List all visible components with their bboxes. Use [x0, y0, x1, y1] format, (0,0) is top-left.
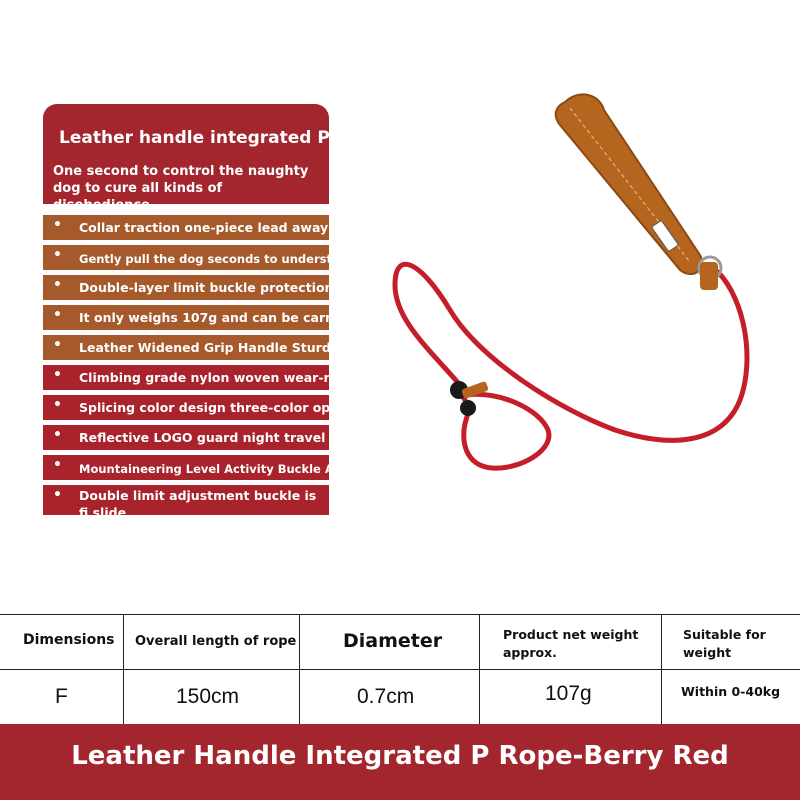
header-cell: [480, 615, 662, 669]
header-length: Overall length of rope: [135, 634, 297, 649]
feature-item: [43, 275, 346, 300]
leather-handle: [556, 94, 702, 274]
feature-item: [43, 455, 334, 480]
header-diameter: Diameter: [343, 630, 443, 652]
bullet-icon: •: [53, 247, 62, 263]
feature-item: [43, 305, 345, 330]
value-cell: [0, 670, 124, 725]
value-cell: [300, 670, 480, 725]
bullet-icon: •: [53, 457, 62, 473]
table-row: [0, 670, 800, 725]
bullet-icon: •: [53, 277, 62, 293]
stopper-bead-icon: [460, 400, 476, 416]
bullet-icon: •: [53, 427, 62, 443]
feature-text: Double-layer limit buckle protection s: [79, 280, 346, 295]
bullet-icon: •: [53, 217, 62, 233]
feature-text: Double limit adjustment buckle is fi slide: [79, 488, 317, 520]
feature-list: [43, 215, 346, 520]
feature-item: [43, 365, 339, 390]
feature-item: [43, 215, 329, 240]
feature-text: Gently pull the dog seconds to underst: [79, 252, 332, 266]
feature-text: Reflective LOGO guard night travel: [79, 430, 326, 445]
header-cell: [662, 615, 800, 669]
feature-item: [43, 335, 339, 360]
feature-item: [43, 395, 337, 420]
value-diameter: 0.7cm: [357, 685, 415, 708]
leash-product-photo: [390, 88, 760, 488]
value-cell: [480, 670, 662, 725]
feature-text: Leather Widened Grip Handle Sturdy: [79, 340, 339, 355]
bullet-icon: •: [53, 487, 62, 503]
bullet-icon: •: [53, 307, 62, 323]
value-weight: 107g: [545, 682, 592, 705]
feature-text: Splicing color design three-color opt: [79, 400, 337, 415]
product-name-banner: Leather Handle Integrated P Rope-Berry Red: [0, 724, 800, 800]
feature-text: It only weighs 107g and can be carrie: [79, 310, 345, 325]
header-cell: [300, 615, 480, 669]
header-cell: [0, 615, 124, 669]
rope-main-loop: [395, 264, 747, 440]
value-cell: [124, 670, 300, 725]
spec-table: [0, 614, 800, 726]
header-weight-line2: approx.: [503, 645, 557, 660]
header-suitable-line2: weight: [683, 645, 732, 660]
feature-text: Climbing grade nylon woven wear-re: [79, 370, 339, 385]
header-dimensions: Dimensions: [23, 632, 115, 648]
table-header-row: [0, 615, 800, 670]
feature-item: [43, 485, 329, 520]
value-suitable: Within 0-40kg: [681, 684, 781, 699]
card-title: Leather handle integrated P: [59, 128, 330, 148]
header-cell: [124, 615, 300, 669]
leather-connector: [700, 262, 718, 290]
feature-text: Collar traction one-piece lead away: [79, 220, 329, 235]
feature-item: [43, 425, 329, 450]
bullet-icon: •: [53, 397, 62, 413]
value-dimensions: F: [55, 685, 68, 708]
feature-item: [43, 245, 332, 270]
value-length: 150cm: [176, 685, 240, 708]
feature-text: Mountaineering Level Activity Buckle A: [79, 462, 334, 476]
header-weight-line1: Product net weight: [503, 627, 639, 642]
value-cell: [662, 670, 800, 725]
bullet-icon: •: [53, 367, 62, 383]
card-subtitle: One second to control the naughty dog to cure all kinds of disobedience.: [53, 164, 309, 213]
title-card: [43, 104, 330, 213]
bullet-icon: •: [53, 337, 62, 353]
header-suitable-line1: Suitable for: [683, 627, 766, 642]
